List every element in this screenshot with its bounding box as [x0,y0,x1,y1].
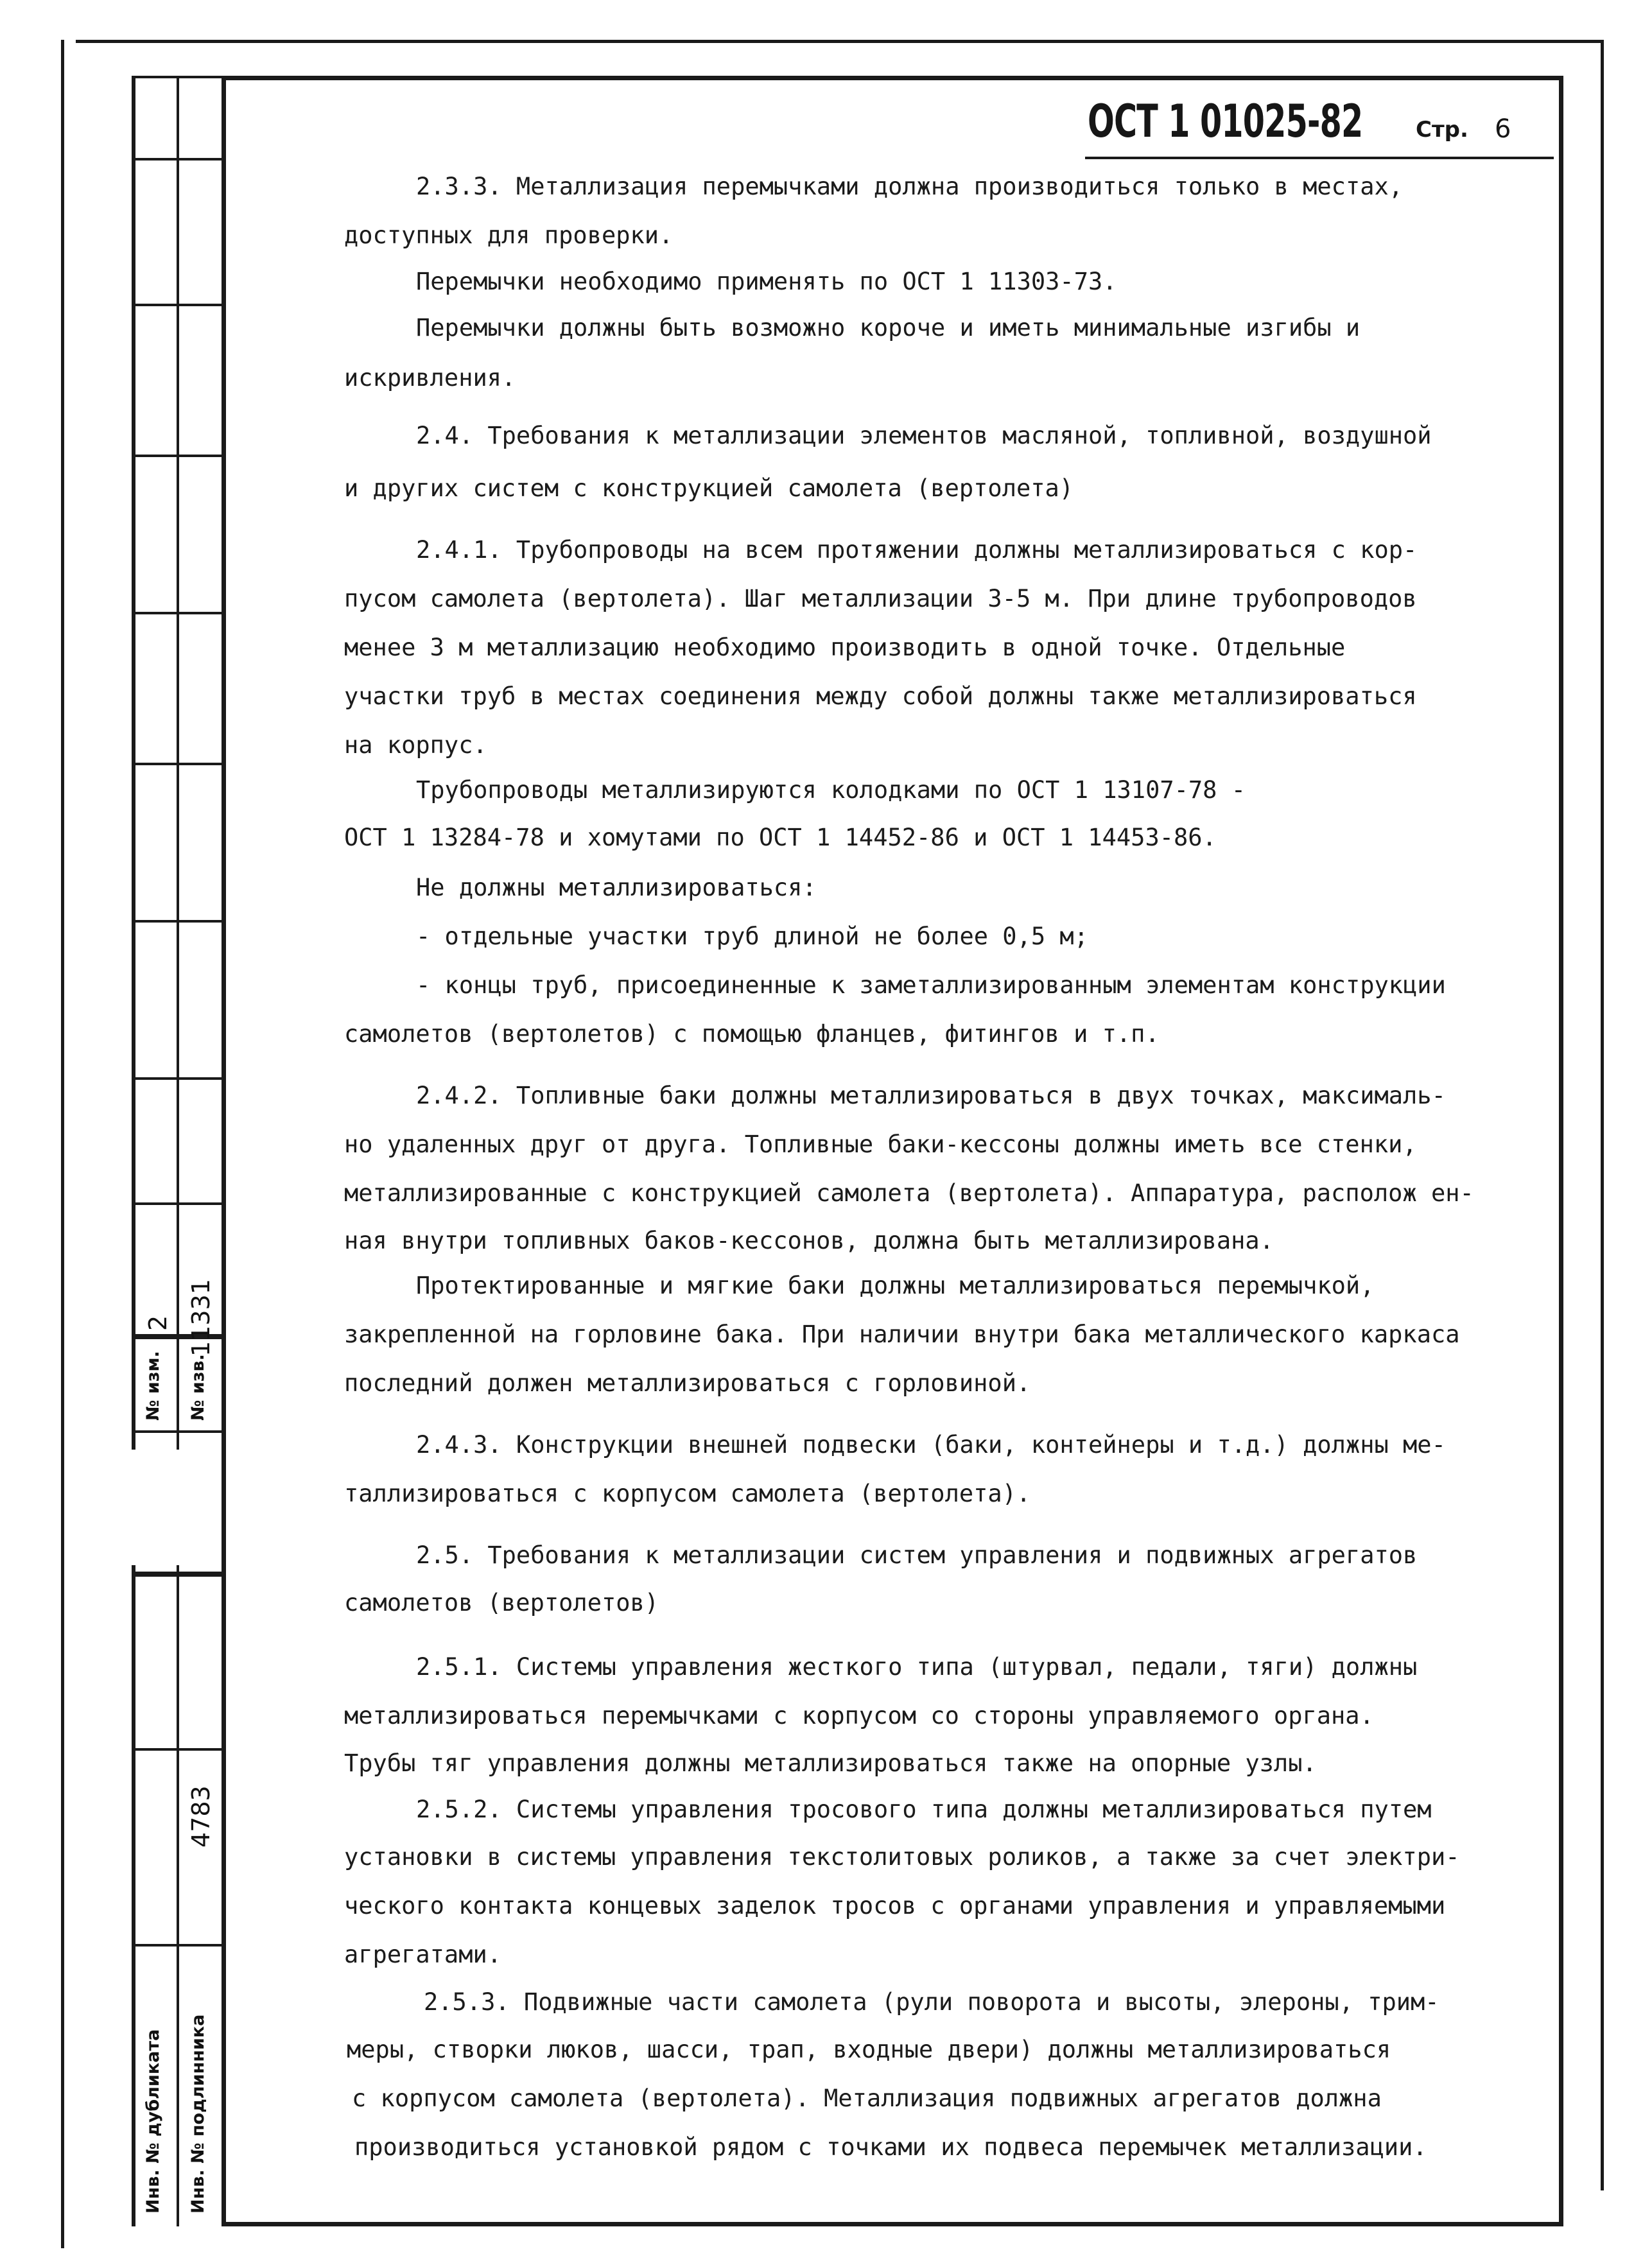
document-code: ОСТ 1 01025-82 [1088,95,1363,148]
original-inv-value: 4783 [187,1785,215,1848]
text-line: 2.4. Требования к металлизации элементов масляной, топливной, воздушной [416,422,1432,449]
text-line: 2.4.1. Трубопроводы на всем протяжении должны металлизироваться с кор- [416,536,1418,564]
text-line: Трубопроводы металлизируются колодками по ОСТ 1 13107-78 - [416,776,1246,804]
change-no-value: 2 [144,1315,172,1331]
text-line: 2.5.3. Подвижные части самолета (рули поворота и высоты, элероны, трим- [424,1988,1439,2016]
text-line: искривления. [344,364,516,392]
text-line: Трубы тяг управления должны металлизироваться также на опорные узлы. [344,1749,1317,1777]
text-line: пусом самолета (вертолета). Шаг металлизации 3-5 м. При длине трубопроводов [344,585,1417,612]
text-line: 2.4.3. Конструкции внешней подвески (баки, контейнеры и т.д.) должны ме- [416,1431,1446,1459]
text-line: ная внутри топливных баков-кессонов, должна быть металлизирована. [344,1227,1274,1254]
text-line: но удаленных друг от друга. Топливные баки-кессоны должны иметь все стенки, [344,1131,1417,1158]
original-inv-label: Инв. № подлинника [188,2014,208,2214]
text-line: меры, створки люков, шасси, трап, входные двери) должны металлизироваться [347,2036,1391,2063]
text-line: металлизироваться перемычками с корпусом со стороны управляемого органа. [344,1702,1374,1730]
text-line: последний должен металлизироваться с горловиной. [344,1369,1031,1397]
text-line: 2.5. Требования к металлизации систем управления и подвижных агрегатов [416,1541,1418,1569]
text-line: самолетов (вертолетов) [344,1589,659,1617]
page-label: Стр. [1416,117,1468,143]
text-line: установки в системы управления текстолитовых роликов, а также за счет электри- [344,1843,1460,1871]
text-line: Не должны металлизироваться: [416,874,817,901]
change-no-label: № изм. [143,1351,163,1421]
text-line: участки труб в местах соединения между собой должны также металлизироваться [344,682,1417,710]
page-number: 6 [1495,114,1511,144]
text-line: - отдельные участки труб длиной не более 0,5 м; [416,923,1088,950]
text-line: агрегатами. [344,1941,502,1968]
notice-no-label: № изв. [188,1354,208,1421]
text-line: 2.5.2. Системы управления тросового типа должны металлизироваться путем [416,1796,1432,1823]
text-line: 2.3.3. Металлизация перемычками должна производиться только в местах, [416,173,1404,200]
text-line: с корпусом самолета (вертолета). Металлизация подвижных агрегатов должна [352,2085,1382,2112]
text-line: 2.4.2. Топливные баки должны металлизироваться в двух точках, максималь- [416,1082,1446,1109]
text-line: ОСТ 1 13284-78 и хомутами по ОСТ 1 14452-86 и ОСТ 1 14453-86. [344,824,1217,851]
text-line: доступных для проверки. [344,221,674,249]
text-line: Протектированные и мягкие баки должны металлизироваться перемычкой, [416,1272,1375,1299]
notice-no-value: 11331 [187,1279,215,1357]
text-line: менее 3 м металлизацию необходимо производить в одной точке. Отдельные [344,634,1346,661]
text-line: Перемычки должны быть возможно короче и иметь минимальные изгибы и [416,314,1361,342]
text-line: закрепленной на горловине бака. При наличии внутри бака металлического каркаса [344,1321,1460,1348]
duplicate-inv-label: Инв. № дубликата [143,2029,163,2214]
text-line: Перемычки необходимо применять по ОСТ 1 11303-73. [416,268,1117,295]
text-line: металлизированные с конструкцией самолета (вертолета). Аппаратура, располож ен- [344,1179,1474,1207]
text-line: производиться установкой рядом с точками их подвеса перемычек металлизации. [354,2133,1427,2161]
text-line: - концы труб, присоединенные к заметаллизированным элементам конструкции [416,971,1446,999]
text-line: на корпус. [344,731,487,759]
text-line: 2.5.1. Системы управления жесткого типа (штурвал, педали, тяги) должны [416,1653,1418,1681]
text-line: самолетов (вертолетов) с помощью фланцев, фитингов и т.п. [344,1020,1160,1048]
text-line: таллизироваться с корпусом самолета (вертолета). [344,1480,1031,1507]
text-line: и других систем с конструкцией самолета (вертолета) [344,474,1074,502]
text-line: ческого контакта концевых заделок тросов с органами управления и управляемыми [344,1892,1446,1920]
